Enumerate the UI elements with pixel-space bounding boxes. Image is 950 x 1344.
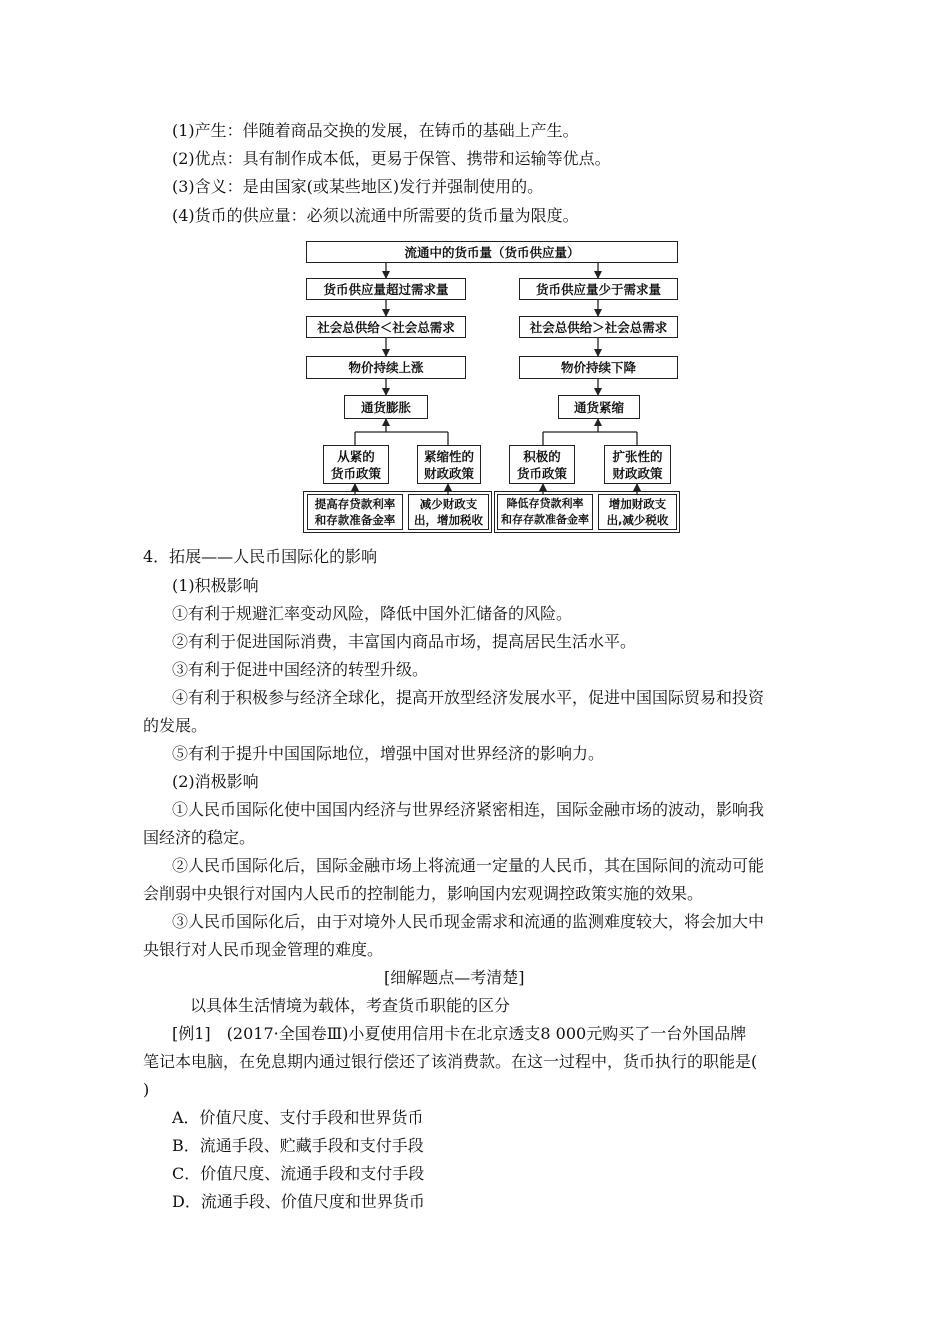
option-a: A．价值尺度、支付手段和世界货币 bbox=[172, 1108, 424, 1127]
flow-right-relation: 社会总供给＞社会总需求 bbox=[519, 316, 678, 338]
intro-point-4: (4)货币的供应量：必须以流通中所需要的货币量为限度。 bbox=[172, 206, 579, 225]
option-b: B．流通手段、贮藏手段和支付手段 bbox=[172, 1136, 424, 1155]
negative-item-3: ③人民币国际化后，由于对境外人民币现金需求和流通的监测难度较大，将会加大中 bbox=[172, 912, 765, 931]
flow-left-relation: 社会总供给＜社会总需求 bbox=[306, 316, 466, 338]
negative-item-2-cont: 会削弱中央银行对国内人民币的控制能力，影响国内宏观调控政策实施的效果。 bbox=[143, 884, 704, 903]
intro-point-3: (3)含义：是由国家(或某些地区)发行并强制使用的。 bbox=[172, 177, 544, 196]
intro-point-2: (2)优点：具有制作成本低，更易于保管、携带和运输等优点。 bbox=[172, 149, 611, 168]
flow-left-result: 通货膨胀 bbox=[344, 395, 428, 419]
intro-point-1: (1)产生：伴随着商品交换的发展，在铸币的基础上产生。 bbox=[172, 121, 579, 140]
negative-item-2: ②人民币国际化后，国际金融市场上将流通一定量的人民币，其在国际间的流动可能 bbox=[172, 856, 765, 875]
negative-item-1-cont: 国经济的稳定。 bbox=[143, 828, 256, 847]
flow-left-condition: 货币供应量超过需求量 bbox=[306, 278, 466, 300]
topic-heading: 以具体生活情境为载体，考查货币职能的区分 bbox=[190, 996, 511, 1015]
example-line-1: [例1] (2017·全国卷Ⅲ)小夏使用信用卡在北京透支8 000元购买了一台外国品牌 bbox=[172, 1024, 747, 1043]
example-line-2: 笔记本电脑，在免息期内通过银行偿还了该消费款。在这一过程中，货币执行的职能是( bbox=[143, 1052, 758, 1071]
positive-item-5: ⑤有利于提升中国国际地位，增强中国对世界经济的影响力。 bbox=[172, 744, 605, 763]
flow-left-measure-a: 提高存贷款利率 和存款准备金率 bbox=[307, 494, 403, 530]
section4-heading: 4．拓展——人民币国际化的影响 bbox=[143, 547, 378, 566]
positive-item-4-cont: 的发展。 bbox=[143, 716, 208, 735]
positive-item-1: ①有利于规避汇率变动风险，降低中国外汇储备的风险。 bbox=[172, 604, 573, 623]
flow-right-price: 物价持续下降 bbox=[519, 356, 678, 379]
positive-item-3: ③有利于促进中国经济的转型升级。 bbox=[172, 660, 429, 679]
flow-left-policy-b: 紧缩性的 财政政策 bbox=[417, 445, 481, 484]
flow-right-condition: 货币供应量少于需求量 bbox=[519, 278, 678, 300]
flow-right-policy-b: 扩张性的 财政政策 bbox=[604, 445, 671, 484]
flow-right-result: 通货紧缩 bbox=[558, 395, 640, 419]
positive-heading: (1)积极影响 bbox=[172, 576, 259, 595]
positive-item-4: ④有利于积极参与经济全球化，提高开放型经济发展水平，促进中国国际贸易和投资 bbox=[172, 688, 765, 707]
example-line-3: ) bbox=[143, 1080, 150, 1099]
flow-left-measure-b: 减少财政支 出，增加税收 bbox=[408, 494, 489, 530]
flow-left-policy-a: 从紧的 货币政策 bbox=[323, 445, 389, 484]
flow-right-policy-a: 积极的 货币政策 bbox=[509, 445, 575, 484]
negative-item-3-cont: 央银行对人民币现金管理的难度。 bbox=[143, 940, 384, 959]
flow-top-box: 流通中的货币量（货币供应量） bbox=[306, 241, 678, 263]
negative-item-1: ①人民币国际化使中国国内经济与世界经济紧密相连，国际金融市场的波动，影响我 bbox=[172, 800, 765, 819]
flow-right-measure-b: 增加财政支 出,减少税收 bbox=[598, 494, 677, 530]
flow-left-price: 物价持续上涨 bbox=[306, 356, 466, 379]
option-c: C．价值尺度、流通手段和支付手段 bbox=[172, 1164, 425, 1183]
positive-item-2: ②有利于促进国际消费，丰富国内商品市场，提高居民生活水平。 bbox=[172, 632, 637, 651]
section-title: [细解题点—考清楚] bbox=[384, 968, 525, 987]
negative-heading: (2)消极影响 bbox=[172, 772, 259, 791]
flow-right-measure-a: 降低存贷款利率 和存存款准备金率 bbox=[497, 494, 593, 530]
option-d: D．流通手段、价值尺度和世界货币 bbox=[172, 1192, 425, 1211]
